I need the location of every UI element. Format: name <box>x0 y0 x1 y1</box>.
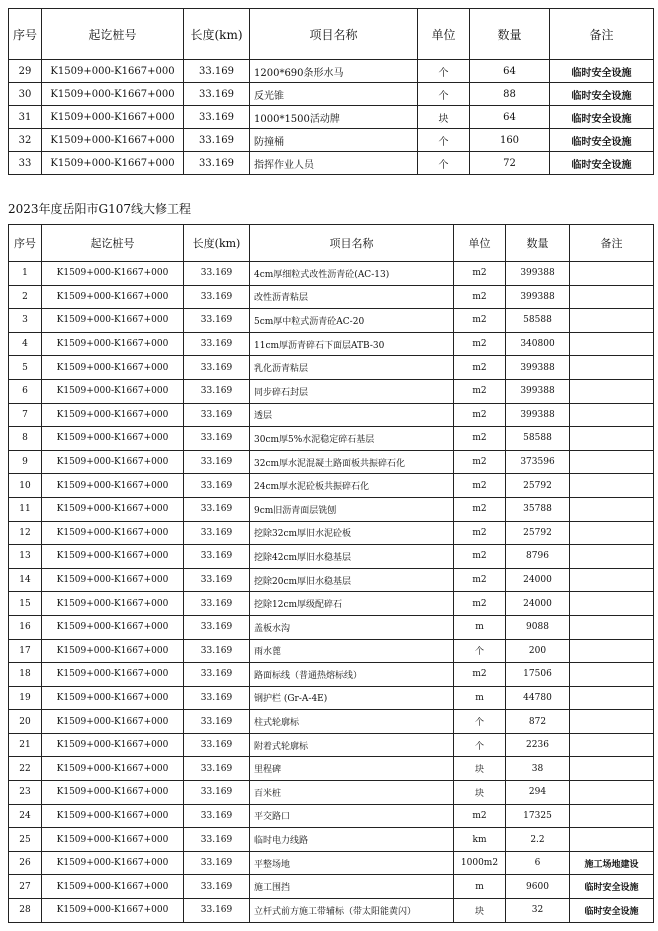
cell-index: 31 <box>9 106 42 129</box>
cell-item-name: 挖除12cm厚级配碎石 <box>250 592 454 616</box>
table-main <box>8 224 654 923</box>
cell-unit: m2 <box>454 309 506 333</box>
cell-station: K1509+000-K1667+000 <box>42 60 184 83</box>
cell-station: K1509+000-K1667+000 <box>42 497 184 521</box>
table-row <box>9 285 654 309</box>
cell-remarks <box>570 332 654 356</box>
cell-length: 33.169 <box>184 309 250 333</box>
cell-unit: 个 <box>418 83 470 106</box>
table-row <box>9 474 654 498</box>
cell-index: 18 <box>9 663 42 687</box>
cell-item-name: 4cm厚细粒式改性沥青砼(AC-13) <box>250 262 454 286</box>
cell-item-name: 11cm厚沥青碎石下面层ATB-30 <box>250 332 454 356</box>
cell-unit: m2 <box>454 804 506 828</box>
table-row <box>9 379 654 403</box>
cell-length: 33.169 <box>184 83 250 106</box>
cell-quantity: 399388 <box>506 403 570 427</box>
cell-length: 33.169 <box>184 106 250 129</box>
cell-length: 33.169 <box>184 757 250 781</box>
cell-unit: m2 <box>454 332 506 356</box>
cell-length: 33.169 <box>184 152 250 175</box>
cell-remarks: 临时安全设施 <box>550 83 654 106</box>
cell-quantity: 872 <box>506 710 570 734</box>
cell-item-name: 路面标线（普通热熔标线） <box>250 663 454 687</box>
cell-unit: m <box>454 686 506 710</box>
cell-unit: m2 <box>454 403 506 427</box>
cell-index: 29 <box>9 60 42 83</box>
cell-quantity: 38 <box>506 757 570 781</box>
cell-station: K1509+000-K1667+000 <box>42 686 184 710</box>
cell-remarks <box>570 804 654 828</box>
cell-index: 30 <box>9 83 42 106</box>
cell-item-name: 同步碎石封层 <box>250 379 454 403</box>
table-row <box>9 615 654 639</box>
cell-remarks <box>570 615 654 639</box>
cell-station: K1509+000-K1667+000 <box>42 356 184 380</box>
cell-unit: m2 <box>454 379 506 403</box>
cell-unit: 个 <box>454 733 506 757</box>
cell-remarks <box>570 545 654 569</box>
table-row <box>9 899 654 923</box>
cell-station: K1509+000-K1667+000 <box>42 710 184 734</box>
cell-unit: 个 <box>418 152 470 175</box>
cell-unit: m2 <box>454 285 506 309</box>
cell-unit: m <box>454 615 506 639</box>
cell-remarks <box>570 474 654 498</box>
cell-item-name: 挖除32cm厚旧水泥砼板 <box>250 521 454 545</box>
cell-item-name: 柱式轮廓标 <box>250 710 454 734</box>
cell-station: K1509+000-K1667+000 <box>42 106 184 129</box>
table-row <box>9 450 654 474</box>
cell-index: 13 <box>9 545 42 569</box>
cell-quantity: 6 <box>506 851 570 875</box>
cell-remarks <box>570 710 654 734</box>
cell-item-name: 平交路口 <box>250 804 454 828</box>
table-row <box>9 403 654 427</box>
cell-length: 33.169 <box>184 663 250 687</box>
cell-unit: 块 <box>454 899 506 923</box>
cell-unit: m2 <box>454 663 506 687</box>
cell-item-name: 改性沥青粘层 <box>250 285 454 309</box>
cell-station: K1509+000-K1667+000 <box>42 129 184 152</box>
cell-length: 33.169 <box>184 851 250 875</box>
cell-quantity: 88 <box>470 83 550 106</box>
header-index: 序号 <box>9 225 42 262</box>
header-unit: 单位 <box>454 225 506 262</box>
cell-length: 33.169 <box>184 828 250 852</box>
cell-item-name: 指挥作业人员 <box>250 152 418 175</box>
table-row <box>9 129 654 152</box>
cell-station: K1509+000-K1667+000 <box>42 83 184 106</box>
cell-unit: m2 <box>454 592 506 616</box>
cell-index: 28 <box>9 899 42 923</box>
cell-station: K1509+000-K1667+000 <box>42 403 184 427</box>
cell-item-name: 钢护栏 (Gr-A-4E) <box>250 686 454 710</box>
cell-station: K1509+000-K1667+000 <box>42 568 184 592</box>
cell-index: 32 <box>9 129 42 152</box>
cell-unit: 个 <box>418 60 470 83</box>
cell-station: K1509+000-K1667+000 <box>42 733 184 757</box>
cell-item-name: 临时电力线路 <box>250 828 454 852</box>
cell-remarks <box>570 568 654 592</box>
cell-item-name: 挖除20cm厚旧水稳基层 <box>250 568 454 592</box>
cell-station: K1509+000-K1667+000 <box>42 521 184 545</box>
cell-quantity: 399388 <box>506 285 570 309</box>
cell-quantity: 160 <box>470 129 550 152</box>
cell-remarks <box>570 403 654 427</box>
table-row <box>9 733 654 757</box>
cell-length: 33.169 <box>184 332 250 356</box>
cell-quantity: 9088 <box>506 615 570 639</box>
cell-remarks: 临时安全设施 <box>550 60 654 83</box>
cell-length: 33.169 <box>184 568 250 592</box>
header-station: 起讫桩号 <box>42 225 184 262</box>
cell-length: 33.169 <box>184 545 250 569</box>
cell-item-name: 施工围挡 <box>250 875 454 899</box>
table-row <box>9 106 654 129</box>
cell-length: 33.169 <box>184 450 250 474</box>
cell-station: K1509+000-K1667+000 <box>42 592 184 616</box>
cell-station: K1509+000-K1667+000 <box>42 427 184 451</box>
cell-item-name: 乳化沥青粘层 <box>250 356 454 380</box>
cell-quantity: 17506 <box>506 663 570 687</box>
cell-index: 25 <box>9 828 42 852</box>
cell-index: 2 <box>9 285 42 309</box>
cell-station: K1509+000-K1667+000 <box>42 804 184 828</box>
cell-item-name: 雨水蓖 <box>250 639 454 663</box>
cell-quantity: 58588 <box>506 309 570 333</box>
cell-length: 33.169 <box>184 639 250 663</box>
cell-index: 3 <box>9 309 42 333</box>
cell-station: K1509+000-K1667+000 <box>42 851 184 875</box>
cell-quantity: 399388 <box>506 356 570 380</box>
table-row <box>9 497 654 521</box>
cell-length: 33.169 <box>184 521 250 545</box>
cell-unit: m2 <box>454 262 506 286</box>
table-row <box>9 804 654 828</box>
cell-quantity: 24000 <box>506 568 570 592</box>
table-body <box>9 60 654 175</box>
cell-item-name: 1000*1500活动牌 <box>250 106 418 129</box>
cell-quantity: 25792 <box>506 521 570 545</box>
table-row <box>9 663 654 687</box>
cell-remarks <box>570 686 654 710</box>
cell-unit: 块 <box>454 781 506 805</box>
table-header-row <box>9 9 654 60</box>
cell-quantity: 17325 <box>506 804 570 828</box>
cell-quantity: 200 <box>506 639 570 663</box>
cell-index: 24 <box>9 804 42 828</box>
cell-length: 33.169 <box>184 60 250 83</box>
cell-index: 6 <box>9 379 42 403</box>
table-row <box>9 332 654 356</box>
cell-length: 33.169 <box>184 497 250 521</box>
cell-unit: km <box>454 828 506 852</box>
cell-length: 33.169 <box>184 710 250 734</box>
cell-quantity: 2236 <box>506 733 570 757</box>
cell-length: 33.169 <box>184 899 250 923</box>
cell-index: 19 <box>9 686 42 710</box>
cell-unit: m2 <box>454 497 506 521</box>
table-row <box>9 309 654 333</box>
cell-index: 33 <box>9 152 42 175</box>
cell-unit: 个 <box>454 639 506 663</box>
cell-length: 33.169 <box>184 285 250 309</box>
cell-remarks <box>570 379 654 403</box>
cell-unit: 1000m2 <box>454 851 506 875</box>
cell-quantity: 35788 <box>506 497 570 521</box>
cell-unit: 块 <box>454 757 506 781</box>
cell-unit: m2 <box>454 474 506 498</box>
header-quantity: 数量 <box>506 225 570 262</box>
cell-quantity: 58588 <box>506 427 570 451</box>
cell-unit: m2 <box>454 450 506 474</box>
cell-station: K1509+000-K1667+000 <box>42 899 184 923</box>
cell-index: 21 <box>9 733 42 757</box>
table-row <box>9 545 654 569</box>
cell-length: 33.169 <box>184 262 250 286</box>
cell-remarks <box>570 521 654 545</box>
cell-item-name: 附着式轮廓标 <box>250 733 454 757</box>
cell-quantity: 72 <box>470 152 550 175</box>
cell-station: K1509+000-K1667+000 <box>42 545 184 569</box>
cell-item-name: 平整场地 <box>250 851 454 875</box>
table-header-row <box>9 225 654 262</box>
cell-length: 33.169 <box>184 875 250 899</box>
cell-remarks: 施工场地建设 <box>570 851 654 875</box>
header-item-name: 项目名称 <box>250 225 454 262</box>
cell-remarks <box>570 497 654 521</box>
cell-index: 20 <box>9 710 42 734</box>
cell-index: 14 <box>9 568 42 592</box>
cell-quantity: 24000 <box>506 592 570 616</box>
table-row <box>9 592 654 616</box>
cell-index: 1 <box>9 262 42 286</box>
table-row <box>9 710 654 734</box>
cell-length: 33.169 <box>184 615 250 639</box>
cell-quantity: 25792 <box>506 474 570 498</box>
cell-station: K1509+000-K1667+000 <box>42 332 184 356</box>
cell-quantity: 2.2 <box>506 828 570 852</box>
cell-unit: 块 <box>418 106 470 129</box>
table-row <box>9 686 654 710</box>
table-continued <box>8 8 654 175</box>
cell-item-name: 盖板水沟 <box>250 615 454 639</box>
cell-remarks: 临时安全设施 <box>570 899 654 923</box>
table-row <box>9 828 654 852</box>
cell-item-name: 立杆式前方施工带辅标（带太阳能黄闪） <box>250 899 454 923</box>
cell-length: 33.169 <box>184 686 250 710</box>
cell-unit: m2 <box>454 568 506 592</box>
cell-length: 33.169 <box>184 804 250 828</box>
cell-length: 33.169 <box>184 379 250 403</box>
cell-length: 33.169 <box>184 592 250 616</box>
table-body <box>9 262 654 923</box>
table-row <box>9 262 654 286</box>
cell-quantity: 399388 <box>506 262 570 286</box>
cell-item-name: 32cm厚水泥混凝土路面板共振碎石化 <box>250 450 454 474</box>
cell-index: 23 <box>9 781 42 805</box>
header-remarks: 备注 <box>550 9 654 60</box>
cell-station: K1509+000-K1667+000 <box>42 781 184 805</box>
cell-length: 33.169 <box>184 733 250 757</box>
cell-unit: m2 <box>454 356 506 380</box>
cell-index: 22 <box>9 757 42 781</box>
cell-station: K1509+000-K1667+000 <box>42 663 184 687</box>
table-row <box>9 875 654 899</box>
cell-unit: m <box>454 875 506 899</box>
table-row <box>9 568 654 592</box>
cell-index: 27 <box>9 875 42 899</box>
cell-remarks <box>570 828 654 852</box>
table-row <box>9 757 654 781</box>
cell-index: 17 <box>9 639 42 663</box>
cell-length: 33.169 <box>184 356 250 380</box>
cell-index: 11 <box>9 497 42 521</box>
cell-unit: 个 <box>454 710 506 734</box>
cell-station: K1509+000-K1667+000 <box>42 828 184 852</box>
cell-remarks: 临时安全设施 <box>550 106 654 129</box>
cell-remarks <box>570 427 654 451</box>
cell-item-name: 5cm厚中粒式沥青砼AC-20 <box>250 309 454 333</box>
table-title: 2023年度岳阳市G107线大修工程 <box>8 202 192 216</box>
cell-item-name: 1200*690条形水马 <box>250 60 418 83</box>
cell-remarks <box>570 309 654 333</box>
cell-index: 9 <box>9 450 42 474</box>
cell-remarks <box>570 592 654 616</box>
cell-quantity: 9600 <box>506 875 570 899</box>
cell-unit: m2 <box>454 521 506 545</box>
table-row <box>9 781 654 805</box>
cell-remarks <box>570 733 654 757</box>
cell-item-name: 30cm厚5%水泥稳定碎石基层 <box>250 427 454 451</box>
cell-item-name: 24cm厚水泥砼板共振碎石化 <box>250 474 454 498</box>
cell-index: 16 <box>9 615 42 639</box>
cell-index: 12 <box>9 521 42 545</box>
cell-item-name: 9cm旧沥青面层铣刨 <box>250 497 454 521</box>
cell-station: K1509+000-K1667+000 <box>42 875 184 899</box>
cell-station: K1509+000-K1667+000 <box>42 474 184 498</box>
cell-remarks <box>570 757 654 781</box>
header-item-name: 项目名称 <box>250 9 418 60</box>
table-row <box>9 60 654 83</box>
header-unit: 单位 <box>418 9 470 60</box>
table-row <box>9 639 654 663</box>
cell-quantity: 64 <box>470 106 550 129</box>
cell-length: 33.169 <box>184 427 250 451</box>
cell-remarks <box>570 450 654 474</box>
header-station: 起讫桩号 <box>42 9 184 60</box>
cell-length: 33.169 <box>184 474 250 498</box>
cell-quantity: 294 <box>506 781 570 805</box>
cell-quantity: 399388 <box>506 379 570 403</box>
table-row <box>9 521 654 545</box>
cell-remarks <box>570 356 654 380</box>
cell-remarks <box>570 285 654 309</box>
cell-remarks <box>570 663 654 687</box>
cell-station: K1509+000-K1667+000 <box>42 639 184 663</box>
cell-quantity: 8796 <box>506 545 570 569</box>
cell-item-name: 里程碑 <box>250 757 454 781</box>
cell-quantity: 44780 <box>506 686 570 710</box>
cell-length: 33.169 <box>184 781 250 805</box>
cell-remarks <box>570 781 654 805</box>
cell-station: K1509+000-K1667+000 <box>42 450 184 474</box>
header-remarks: 备注 <box>570 225 654 262</box>
table-row <box>9 83 654 106</box>
cell-quantity: 373596 <box>506 450 570 474</box>
cell-item-name: 防撞桶 <box>250 129 418 152</box>
cell-unit: m2 <box>454 427 506 451</box>
cell-index: 15 <box>9 592 42 616</box>
cell-quantity: 64 <box>470 60 550 83</box>
table-row <box>9 356 654 380</box>
cell-remarks <box>570 262 654 286</box>
cell-index: 5 <box>9 356 42 380</box>
cell-length: 33.169 <box>184 129 250 152</box>
cell-unit: 个 <box>418 129 470 152</box>
cell-quantity: 340800 <box>506 332 570 356</box>
cell-index: 10 <box>9 474 42 498</box>
cell-index: 26 <box>9 851 42 875</box>
cell-quantity: 32 <box>506 899 570 923</box>
cell-station: K1509+000-K1667+000 <box>42 262 184 286</box>
header-quantity: 数量 <box>470 9 550 60</box>
cell-remarks: 临时安全设施 <box>550 129 654 152</box>
header-length: 长度(km) <box>184 225 250 262</box>
cell-station: K1509+000-K1667+000 <box>42 285 184 309</box>
cell-item-name: 透层 <box>250 403 454 427</box>
cell-index: 7 <box>9 403 42 427</box>
table-row <box>9 851 654 875</box>
table-row <box>9 427 654 451</box>
table-row <box>9 152 654 175</box>
cell-index: 4 <box>9 332 42 356</box>
cell-item-name: 百米桩 <box>250 781 454 805</box>
header-index: 序号 <box>9 9 42 60</box>
cell-remarks: 临时安全设施 <box>570 875 654 899</box>
cell-remarks <box>570 639 654 663</box>
cell-remarks: 临时安全设施 <box>550 152 654 175</box>
cell-station: K1509+000-K1667+000 <box>42 615 184 639</box>
cell-station: K1509+000-K1667+000 <box>42 757 184 781</box>
header-length: 长度(km) <box>184 9 250 60</box>
cell-station: K1509+000-K1667+000 <box>42 379 184 403</box>
cell-unit: m2 <box>454 545 506 569</box>
cell-station: K1509+000-K1667+000 <box>42 309 184 333</box>
cell-index: 8 <box>9 427 42 451</box>
cell-item-name: 挖除42cm厚旧水稳基层 <box>250 545 454 569</box>
cell-item-name: 反光锥 <box>250 83 418 106</box>
cell-length: 33.169 <box>184 403 250 427</box>
cell-station: K1509+000-K1667+000 <box>42 152 184 175</box>
